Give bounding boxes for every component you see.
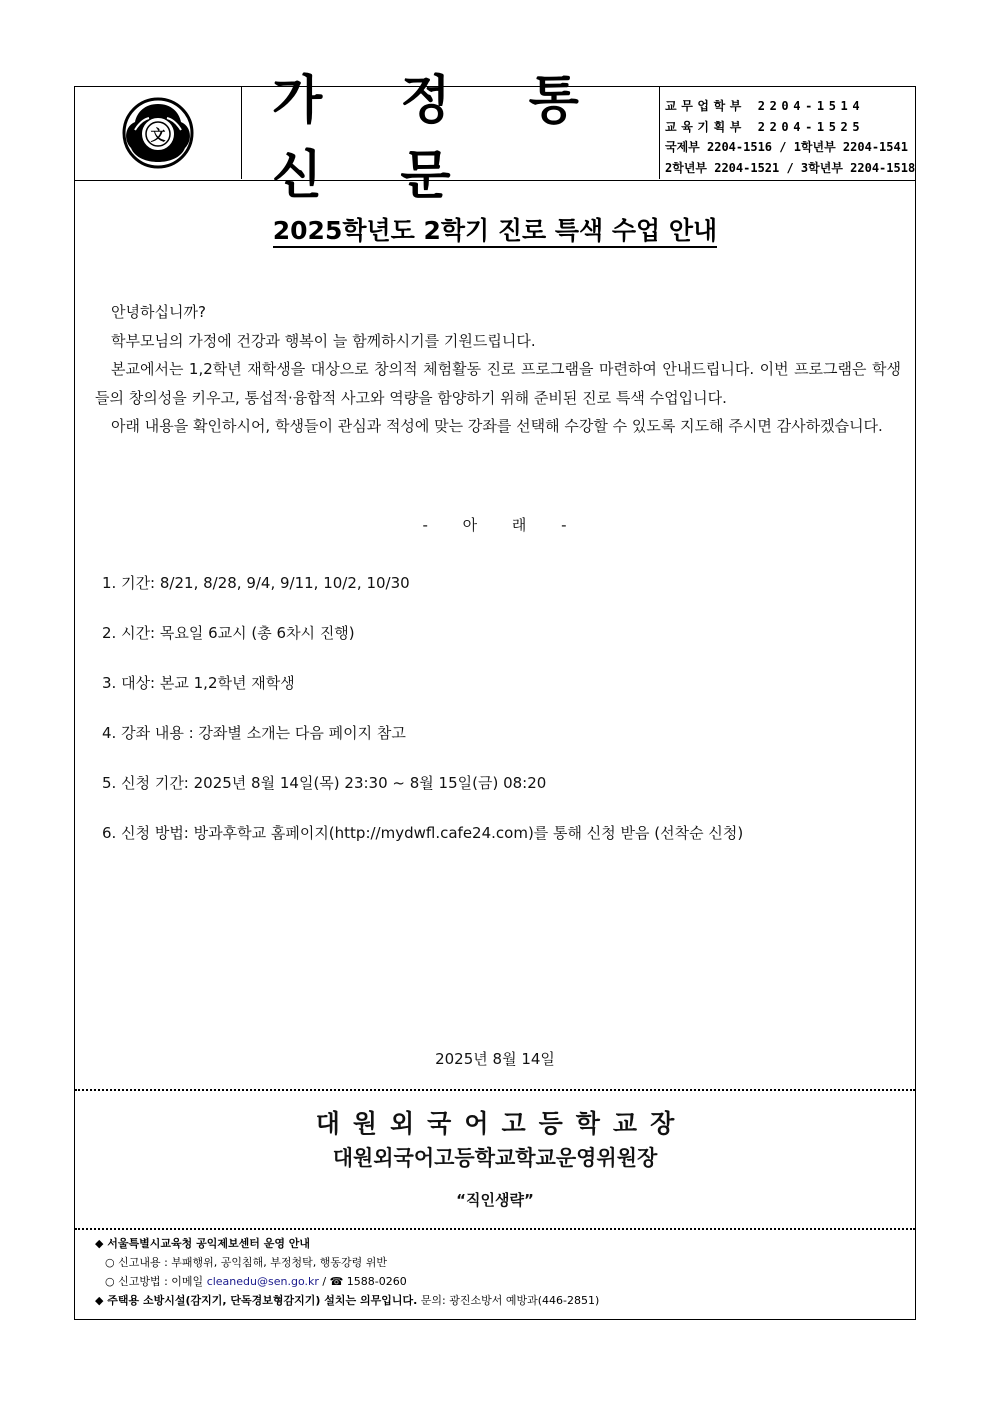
footer-report-method bbox=[95, 1272, 895, 1291]
list-item: 6. 신청 방법: 방과후학교 홈페이지(http://mydwfl.cafe24.com)를 통해 신청 받음 (선착순 신청) bbox=[102, 824, 744, 842]
seal-note: “직인생략” bbox=[456, 1191, 534, 1209]
committee-signature: 대원외국어고등학교학교운영위원장 bbox=[332, 1146, 658, 1170]
body-paragraphs bbox=[95, 298, 901, 441]
paragraph: 학부모님의 가정에 건강과 행복이 늘 함께하시기를 기원드립니다. bbox=[111, 331, 536, 350]
contact-line: 2학년부 2204-1521 / 3학년부 2204-1518 bbox=[665, 160, 916, 175]
report-phone: / ☎ 1588-0260 bbox=[318, 1275, 407, 1288]
paragraph: 안녕하십니까? bbox=[111, 303, 206, 321]
notice-header: - 아 래 - bbox=[422, 516, 568, 534]
contact-line: 교육기획부 2204-1525 bbox=[665, 119, 865, 134]
paragraph: 본교에서는 1,2학년 재학생을 대상으로 창의적 체험활동 진로 프로그램을 마련하여 안내드립니다. 이번 프로그램은 학생들의 창의성을 키우고, 통섭적·융합적 사고와 역량을 함양하기 위해 준비된 진로 특색 수업입니다. bbox=[95, 360, 901, 407]
divider bbox=[75, 1089, 915, 1091]
footer-fire-line bbox=[95, 1291, 895, 1310]
report-email-link[interactable]: cleanedu@sen.go.kr bbox=[206, 1275, 319, 1288]
document-title bbox=[75, 211, 915, 247]
paragraph: 아래 내용을 확인하시어, 학생들이 관심과 적성에 맞는 강좌를 선택해 수강할 수 있도록 지도해 주시면 감사하겠습니다. bbox=[111, 417, 883, 435]
document-frame bbox=[74, 71, 916, 1320]
notice-items bbox=[102, 571, 892, 871]
contact-directory bbox=[660, 87, 915, 179]
newsletter-title-cell bbox=[242, 71, 660, 206]
divider bbox=[75, 1228, 915, 1230]
principal-signature: 대원외국어고등학교장 bbox=[315, 1109, 688, 1138]
footer-notices bbox=[95, 1234, 895, 1310]
newsletter-title: 가 정 통 신 문 bbox=[272, 71, 609, 206]
document-header bbox=[75, 71, 916, 206]
school-logo bbox=[75, 87, 242, 179]
school-emblem-icon bbox=[121, 96, 195, 170]
contact-line: 교무업학부 2204-1514 bbox=[665, 99, 865, 113]
list-item: 5. 신청 기간: 2025년 8월 14일(목) 23:30 ~ 8월 15일(금) 08:20 bbox=[102, 774, 547, 792]
footer-report-content: ○ 신고내용 : 부패행위, 공익침해, 부정청탁, 행동강령 위반 bbox=[105, 1256, 388, 1269]
list-item: 3. 대상: 본교 1,2학년 재학생 bbox=[102, 674, 295, 692]
report-method-label: ○ 신고방법 : 이메일 bbox=[105, 1275, 207, 1288]
fire-notice: ◆ 주택용 소방시설(감지기, 단독경보형감지기) 설치는 의무입니다. bbox=[95, 1294, 418, 1307]
list-item: 2. 시간: 목요일 6교시 (총 6차시 진행) bbox=[102, 624, 355, 642]
list-item: 4. 강좌 내용 : 강좌별 소개는 다음 페이지 참고 bbox=[102, 724, 406, 742]
footer-center-title: ◆ 서울특별시교육청 공익제보센터 운영 안내 bbox=[95, 1237, 311, 1250]
svg-text:文: 文 bbox=[150, 126, 166, 144]
document-title-text: 2025학년도 2학기 진로 특색 수업 안내 bbox=[273, 216, 717, 248]
list-item: 1. 기간: 8/21, 8/28, 9/4, 9/11, 10/2, 10/30 bbox=[102, 574, 410, 592]
fire-contact: 문의: 광진소방서 예방과(446-2851) bbox=[417, 1294, 600, 1307]
contact-line: 국제부 2204-1516 / 1학년부 2204-1541 bbox=[665, 140, 908, 154]
issue-date: 2025년 8월 14일 bbox=[435, 1050, 555, 1068]
